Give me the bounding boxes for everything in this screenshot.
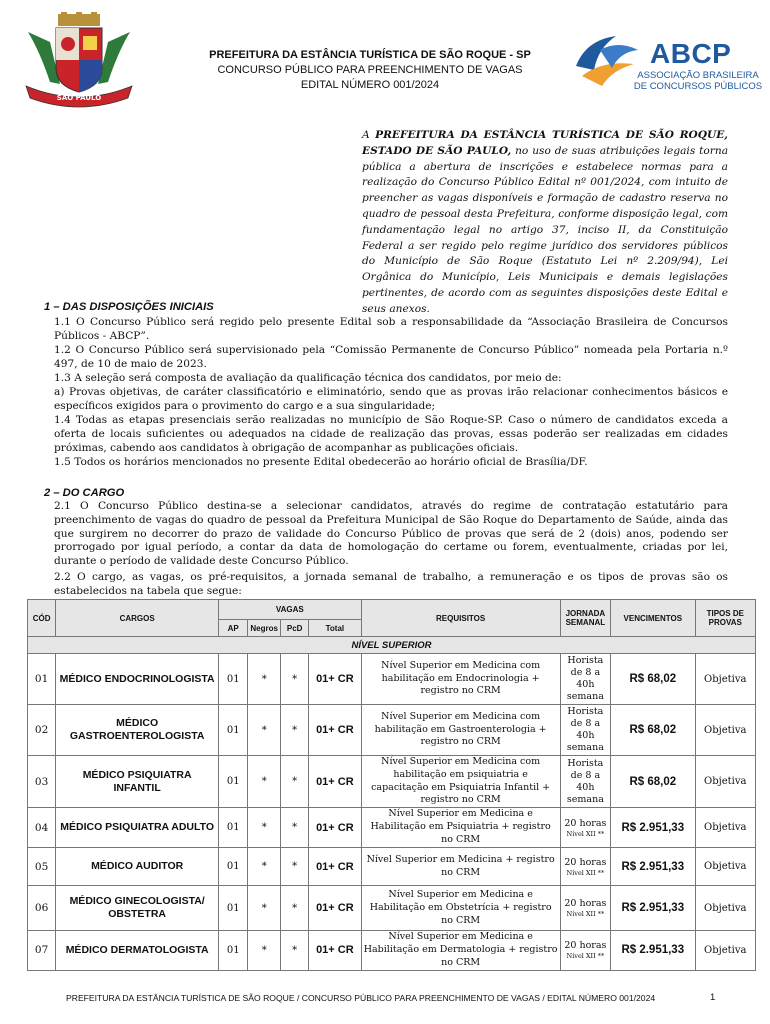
paragraph-2-1: 2.1 O Concurso Público destina-se a selecionar candidatos, através do regime de contratação estatutário para preenchimento de vagas do quadro de pessoal da Prefeitura Municipal de São Roque do Departamento de Saúde, ainda das que surgirem no decorrer do prazo de validade do Concurso Público de provas que será de 2 (dois) anos, podendo ser prorrogado por igual período, a contar da data de homologação do certame ou forem, eventualmente, criadas por lei, durante o período de validade deste Concurso Público.	[54, 500, 728, 568]
row-jornada	[560, 756, 610, 808]
row-cargo: MÉDICO GINECOLOGISTA/ OBSTETRA	[56, 886, 219, 931]
header-cod: CÓD	[28, 600, 56, 637]
row-pcd: *	[281, 705, 309, 756]
row-vencimento: R$ 2.951,33	[611, 848, 696, 886]
row-requisitos: Nível Superior em Medicina com habilitação em Endocrinologia + registro no CRM	[361, 654, 560, 705]
row-jornada	[560, 848, 610, 886]
row-ap: 01	[219, 931, 248, 970]
row-jornada-hours: 20 horas	[564, 940, 607, 952]
row-vencimento: R$ 2.951,33	[611, 808, 696, 848]
row-tipo-prova: Objetiva	[695, 654, 755, 705]
header-title: PREFEITURA DA ESTÂNCIA TURÍSTICA DE SÃO ROQUE - SP	[209, 49, 531, 61]
row-ap: 01	[219, 756, 248, 808]
header-jornada: JORNADA SEMANAL	[560, 600, 610, 637]
paragraph-1-5: 1.5 Todos os horários mencionados no presente Edital obedecerão ao horário oficial de Brasília/DF.	[54, 456, 588, 468]
paragraph-1-3: 1.3 A seleção será composta de avaliação da qualificação técnica dos candidatos, por meio de:	[54, 372, 562, 384]
header-vencimentos: VENCIMENTOS	[611, 600, 696, 637]
table-row	[28, 848, 756, 886]
row-tipo-prova: Objetiva	[695, 705, 755, 756]
row-pcd: *	[281, 931, 309, 970]
row-pcd: *	[281, 886, 309, 931]
row-cargo: MÉDICO PSIQUIATRA ADULTO	[56, 808, 219, 848]
row-requisitos: Nível Superior em Medicina com habilitação em Gastroenterologia + registro no CRM	[361, 705, 560, 756]
row-total: 01+ CR	[309, 848, 361, 886]
crest-banner-text: SÃO PAULO	[56, 94, 102, 102]
row-cargo: MÉDICO ENDOCRINOLOGISTA	[56, 654, 219, 705]
paragraph-1-1: 1.1 O Concurso Público será regido pelo presente Edital sob a responsabilidade da “Associação Brasileira de Concursos Públicos - ABCP”.	[54, 316, 728, 342]
row-ap: 01	[219, 705, 248, 756]
row-requisitos: Nível Superior em Medicina e Habilitação em Obstetrícia + registro no CRM	[361, 886, 560, 931]
row-total: 01+ CR	[309, 808, 361, 848]
row-pcd: *	[281, 848, 309, 886]
row-total: 01+ CR	[309, 654, 361, 705]
abcp-subtitle-line2: DE CONCURSOS PÚBLICOS	[633, 81, 763, 92]
section-1-title: 1 – DAS DISPOSIÇÕES INICIAIS	[44, 301, 214, 313]
row-requisitos: Nível Superior em Medicina com habilitação em psiquiatria e capacitação em Psiquiatria Infantil + registro no CRM	[361, 756, 560, 808]
row-tipo-prova: Objetiva	[695, 848, 755, 886]
row-cod: 06	[28, 886, 56, 931]
row-tipo-prova: Objetiva	[695, 886, 755, 931]
abcp-logo-subtitle	[632, 70, 764, 92]
row-cargo: MÉDICO AUDITOR	[56, 848, 219, 886]
row-cod: 07	[28, 931, 56, 970]
row-jornada-level-note: Nível XII **	[566, 952, 605, 961]
row-jornada	[560, 808, 610, 848]
row-cod: 02	[28, 705, 56, 756]
row-negros: *	[248, 756, 281, 808]
row-requisitos: Nível Superior em Medicina e Habilitação em Psiquiatria + registro no CRM	[361, 808, 560, 848]
header-vagas: VAGAS	[219, 600, 361, 620]
section-2-title: 2 – DO CARGO	[44, 487, 125, 499]
paragraph-2-2: 2.2 O cargo, as vagas, os pré-requisitos, a jornada semanal de trabalho, a remuneração e os tipos de provas são os estabelecidos na tabela que segue:	[54, 571, 728, 597]
row-vencimento: R$ 68,02	[611, 705, 696, 756]
row-jornada	[560, 886, 610, 931]
row-pcd: *	[281, 654, 309, 705]
row-jornada-hours: 20 horas	[564, 817, 607, 829]
row-ap: 01	[219, 848, 248, 886]
row-total: 01+ CR	[309, 931, 361, 970]
row-negros: *	[248, 848, 281, 886]
abcp-logo-text: ABCP	[650, 38, 732, 69]
row-cargo: MÉDICO PSIQUIATRA INFANTIL	[56, 756, 219, 808]
paragraph-1-2: 1.2 O Concurso Público será supervisionado pela “Comissão Permanente de Concurso Público” nomeada pela Portaria n.º 497, de 10 de maio de 2023.	[54, 344, 728, 370]
row-total: 01+ CR	[309, 756, 361, 808]
row-tipo-prova: Objetiva	[695, 808, 755, 848]
paragraph-1-4: 1.4 Todas as etapas presenciais serão realizadas no município de São Roque-SP. Caso o número de candidatos exceda a oferta de locais suficientes ou adequados na cidade de realização das provas, essas poderão ser realizadas em cidades próximas, cabendo aos candidatos à obrigação de acompanhar as publicações oficiais.	[54, 414, 728, 454]
table-row	[28, 654, 756, 705]
header-cargos: CARGOS	[56, 600, 219, 637]
row-cargo: MÉDICO GASTROENTEROLOGISTA	[56, 705, 219, 756]
row-ap: 01	[219, 886, 248, 931]
row-negros: *	[248, 886, 281, 931]
header-subtitle: CONCURSO PÚBLICO PARA PREENCHIMENTO DE VAGAS	[217, 64, 523, 76]
page-number: 1	[710, 992, 716, 1003]
intro-bold-entity: PREFEITURA DA ESTÂNCIA TURÍSTICA DE SÃO ROQUE, ESTADO DE SÃO PAULO,	[362, 129, 728, 157]
header-ap: AP	[219, 620, 248, 637]
page-footer: PREFEITURA DA ESTÂNCIA TURÍSTICA DE SÃO ROQUE / CONCURSO PÚBLICO PARA PREENCHIMENTO DE VAGAS / EDITAL NÚMERO 001/2024	[66, 993, 656, 1003]
row-vencimento: R$ 68,02	[611, 756, 696, 808]
row-negros: *	[248, 931, 281, 970]
table-row	[28, 756, 756, 808]
row-jornada-level-note: Nível XII **	[566, 829, 605, 838]
row-jornada-hours: 20 horas	[564, 856, 607, 868]
header-requisitos: REQUISITOS	[361, 600, 560, 637]
row-tipo-prova: Objetiva	[695, 756, 755, 808]
row-jornada-hours: Horista de 8 a 40h semana	[566, 706, 604, 753]
table-row	[28, 886, 756, 931]
document-header	[150, 48, 590, 93]
row-negros: *	[248, 654, 281, 705]
row-pcd: *	[281, 808, 309, 848]
row-jornada-hours: Horista de 8 a 40h semana	[566, 655, 604, 702]
row-ap: 01	[219, 808, 248, 848]
row-negros: *	[248, 705, 281, 756]
abcp-subtitle-line1: ASSOCIAÇÃO BRASILEIRA	[637, 70, 759, 81]
row-jornada-hours: 20 horas	[564, 898, 607, 910]
row-jornada-hours: Horista de 8 a 40h semana	[566, 757, 604, 805]
table-row	[28, 705, 756, 756]
row-total: 01+ CR	[309, 886, 361, 931]
row-jornada	[560, 931, 610, 970]
row-jornada-level-note: Nível XII **	[566, 910, 605, 919]
header-pcd: PcD	[281, 620, 309, 637]
row-cod: 03	[28, 756, 56, 808]
intro-text: no uso de suas atribuições legais torna pública a abertura de inscrições e estabelece normas para a realização do Concurso Público Edital nº 001/2024, com intuito de preencher as vagas disponíveis e formação de cadastro reserva no quadro de pessoal desta Prefeitura, conforme disposição legal, com fundamentação legal no artigo 37, inciso II, da Constituição Federal a ser regido pelo regime jurídico dos servidores públicos do Município de São Roque (Estatuto Lei nº 2.209/94), Lei Orgânica do Município, Leis Municipais e demais legislações pertinentes, de acordo com as seguintes disposições deste Edital e seus anexos.	[362, 144, 729, 315]
row-total: 01+ CR	[309, 705, 361, 756]
sao-roque-crest-logo	[20, 12, 138, 112]
row-cod: 01	[28, 654, 56, 705]
row-cod: 05	[28, 848, 56, 886]
paragraph-1-3-a: a) Provas objetivas, de caráter classificatório e eliminatório, sendo que as provas irão relacionar conhecimentos básicos e específicos exigidos para o provimento do cargo e a sua singularidade;	[54, 386, 728, 412]
row-vencimento: R$ 2.951,33	[611, 931, 696, 970]
table-row	[28, 931, 756, 970]
intro-paragraph	[362, 128, 728, 318]
header-edital-number: EDITAL NÚMERO 001/2024	[300, 79, 440, 91]
row-cargo: MÉDICO DERMATOLOGISTA	[56, 931, 219, 970]
row-jornada	[560, 705, 610, 756]
header-total: Total	[309, 620, 361, 637]
header-negros: Negros	[248, 620, 281, 637]
row-cod: 04	[28, 808, 56, 848]
nivel-superior-row: NÍVEL SUPERIOR	[28, 637, 756, 654]
row-jornada-level-note: Nível XII **	[566, 868, 605, 877]
row-tipo-prova: Objetiva	[695, 931, 755, 970]
row-vencimento: R$ 2.951,33	[611, 886, 696, 931]
row-jornada	[560, 654, 610, 705]
row-vencimento: R$ 68,02	[611, 654, 696, 705]
table-row	[28, 808, 756, 848]
intro-lead: A	[362, 129, 370, 141]
header-tipos: TIPOS DE PROVAS	[695, 600, 755, 637]
row-requisitos: Nível Superior em Medicina e Habilitação em Dermatologia + registro no CRM	[361, 931, 560, 970]
row-negros: *	[248, 808, 281, 848]
row-ap: 01	[219, 654, 248, 705]
cargos-table	[27, 599, 756, 971]
row-pcd: *	[281, 756, 309, 808]
row-requisitos: Nível Superior em Medicina + registro no CRM	[361, 848, 560, 886]
